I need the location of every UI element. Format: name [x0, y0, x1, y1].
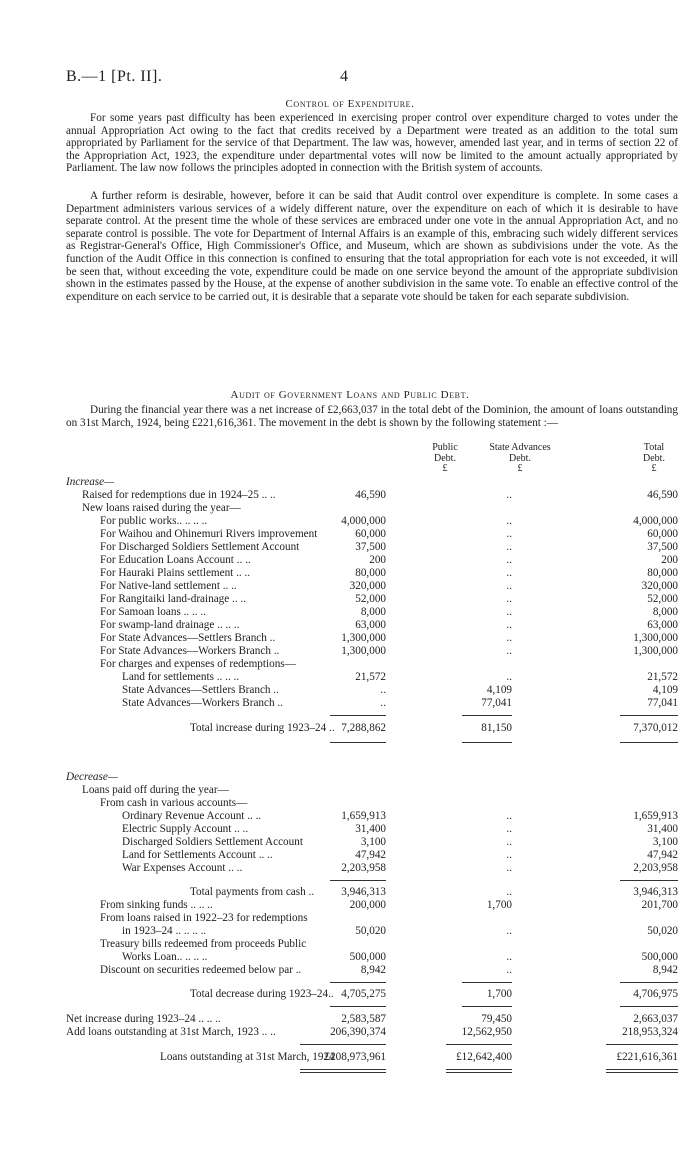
- double-rule: [446, 1069, 512, 1073]
- table-row: Land for Settlements Account .. .. 47,942 .. 47,942: [122, 849, 678, 861]
- paragraph-debt-intro: During the financial year there was a net increase of £2,663,037 in the total debt of the Dominion, the amount of loans outstanding on 31st March, 1924, being £221,616,361. The movement in the debt is shown by the following statement :—: [66, 404, 678, 429]
- table-row: For Native-land settlement .. .. 320,000 .. 320,000: [100, 580, 678, 592]
- total-rule: [330, 1006, 386, 1007]
- table-row: For Education Loans Account .. .. 200 .. 200: [100, 554, 678, 566]
- subtotal-rule: [330, 982, 386, 983]
- paragraph-control-2: A further reform is desirable, however, before it can be said that Audit control over expenditure is complete. In some cases a Department administers various services of a widely different nature, over the expenditure on each of which it is desirable to have separate control. At the present time the whole of these services are embraced under one vote in the annual Appropriation Act, and no separate control is possible. The vote for Department of Internal Affairs is an example of this, embracing such widely different services as Registrar-General's Office, High Commissioner's Office, and Museum, which are shown as subdivisions under the vote. As the function of the Audit Office in this connection is confined to ensuring that the total appropriation for each vote is not exceeded, it will be seen that, without exceeding the vote, expenditure could be made on one service beyond the amount of the appropriate subdivision shown in the estimates passed by the House, at the expense of another subdivision in the same vote. To enable an effective control of the expenditure on each service to be carried out, it is desirable that a separate vote should be taken for each separate subdivision.: [66, 190, 678, 303]
- table-row-total-cash: Total payments from cash .. 3,946,313 .. 3,946,313: [190, 886, 678, 898]
- table-row: For Rangitaiki land-drainage .. .. 52,000 .. 52,000: [100, 593, 678, 605]
- table-row: From loans raised in 1922–23 for redemptions: [100, 912, 308, 924]
- paragraph-control-1: For some years past difficulty has been experienced in exercising proper control over expenditure charged to votes under the annual Appropriation Act owing to the fact that credits received by a Department were treated as an addition to the total sum appropriated by Parliament for the service of that Department. The law was, however, amended last year, and in terms of section 22 of the Appropriation Act, 1923, the expenditure under departmental votes will now be limited to the amount actually appropriated by Parliament. The law now follows the principles adopted in connection with the British system of accounts.: [66, 112, 678, 175]
- table-row: Raised for redemptions due in 1924–25 .. .. 46,590 .. 46,590: [82, 489, 678, 501]
- table-row: Discharged Soldiers Settlement Account 3,100 .. 3,100: [122, 836, 678, 848]
- subtotal-rule: [620, 982, 678, 983]
- table-row: Land for settlements .. .. .. 21,572 .. 21,572: [122, 671, 678, 683]
- total-rule: [606, 1044, 678, 1045]
- total-rule: [300, 1044, 386, 1045]
- table-row: For State Advances—Settlers Branch .. 1,300,000 .. 1,300,000: [100, 632, 678, 644]
- total-rule: [462, 742, 512, 743]
- table-row-add-loans: Add loans outstanding at 31st March, 1923 .. .. 206,390,374 12,562,950 218,953,324: [66, 1026, 678, 1038]
- section-heading-control-of-expenditure: Control of Expenditure.: [285, 98, 415, 110]
- table-row: Discount on securities redeemed below par .. 8,942 .. 8,942: [100, 964, 678, 976]
- table-row: State Advances—Settlers Branch .. .. 4,109 4,109: [122, 684, 678, 696]
- table-row: New loans raised during the year—: [82, 502, 241, 514]
- subtotal-rule: [330, 880, 386, 881]
- table-row: For Waihou and Ohinemuri Rivers improvement 60,000 .. 60,000: [100, 528, 678, 540]
- table-row: Loans paid off during the year—: [82, 784, 229, 796]
- subtotal-rule: [620, 880, 678, 881]
- subtotal-rule: [462, 715, 512, 716]
- table-row: For public works.. .. .. .. 4,000,000 .. 4,000,000: [100, 515, 678, 527]
- table-row: For Samoan loans .. .. .. 8,000 .. 8,000: [100, 606, 678, 618]
- table-row: Treasury bills redeemed from proceeds Public: [100, 938, 307, 950]
- table-row: For charges and expenses of redemptions—: [100, 658, 296, 670]
- section-heading-audit-loans: Audit of Government Loans and Public Debt.: [230, 389, 470, 401]
- column-header-state-advances-debt: State Advances Debt. £: [489, 442, 551, 474]
- table-row: Electric Supply Account .. .. 31,400 .. 31,400: [122, 823, 678, 835]
- table-row: State Advances—Workers Branch .. .. 77,041 77,041: [122, 697, 678, 709]
- table-row: For Discharged Soldiers Settlement Account 37,500 .. 37,500: [100, 541, 678, 553]
- subtotal-rule: [620, 715, 678, 716]
- total-rule: [462, 1006, 512, 1007]
- table-row-total-increase: Total increase during 1923–24 .. 7,288,862 81,150 7,370,012: [190, 722, 678, 734]
- table-row-net-increase: Net increase during 1923–24 .. .. .. 2,583,587 79,450 2,663,037: [66, 1013, 678, 1025]
- total-rule: [620, 1006, 678, 1007]
- table-row: For swamp-land drainage .. .. .. 63,000 .. 63,000: [100, 619, 678, 631]
- total-rule: [446, 1044, 512, 1045]
- table-row-loans-outstanding: Loans outstanding at 31st March, 1924 £208,973,961 £12,642,400 £221,616,361: [160, 1051, 678, 1063]
- table-row: Works Loan.. .. .. .. 500,000 .. 500,000: [122, 951, 678, 963]
- table-row: For Hauraki Plains settlement .. .. 80,000 .. 80,000: [100, 567, 678, 579]
- column-header-public-debt: Public Debt. £: [432, 442, 458, 474]
- table-row: For State Advances—Workers Branch .. 1,300,000 .. 1,300,000: [100, 645, 678, 657]
- double-rule: [300, 1069, 386, 1073]
- table-row: in 1923–24 .. .. .. .. 50,020 .. 50,020: [122, 925, 678, 937]
- table-row: Increase—: [66, 476, 115, 488]
- table-row: Decrease—: [66, 771, 118, 783]
- table-row-total-decrease: Total decrease during 1923–24.. 4,705,275 1,700 4,706,975: [190, 988, 678, 1000]
- subtotal-rule: [462, 982, 512, 983]
- column-header-total-debt: Total Debt. £: [643, 442, 665, 474]
- table-row: From cash in various accounts—: [100, 797, 248, 809]
- total-rule: [330, 742, 386, 743]
- subtotal-rule: [330, 715, 386, 716]
- total-rule: [620, 742, 678, 743]
- double-rule: [606, 1069, 678, 1073]
- table-row: War Expenses Account .. .. 2,203,958 .. 2,203,958: [122, 862, 678, 874]
- document-reference: B.—1 [Pt. II].: [66, 68, 163, 85]
- page-number: 4: [340, 68, 348, 85]
- table-row: From sinking funds .. .. .. 200,000 1,700 201,700: [100, 899, 678, 911]
- table-row: Ordinary Revenue Account .. .. 1,659,913 .. 1,659,913: [122, 810, 678, 822]
